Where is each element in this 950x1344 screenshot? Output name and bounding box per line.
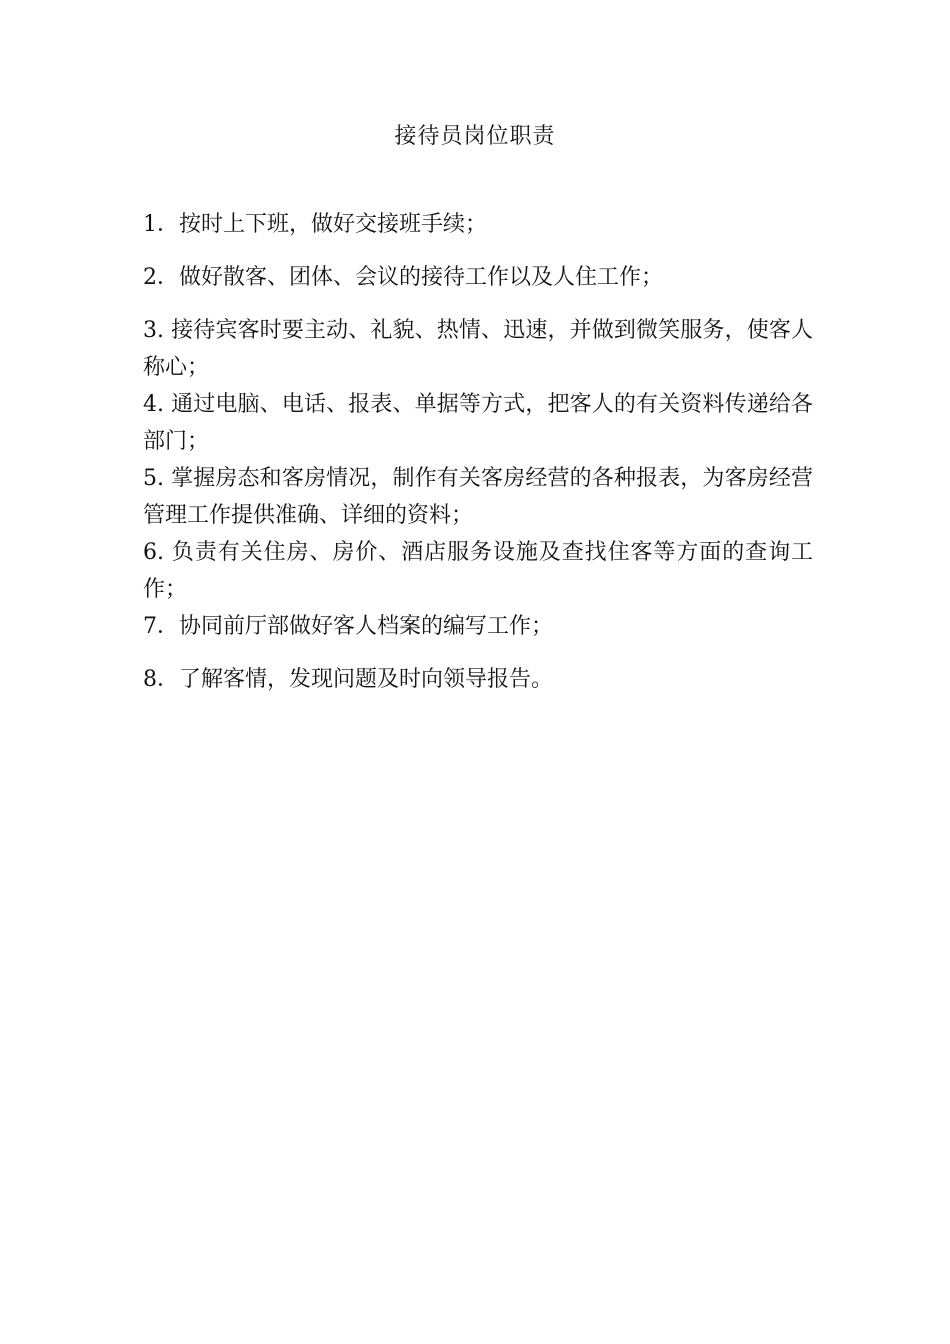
item-number: 3. (143, 318, 172, 343)
list-item (143, 534, 813, 608)
duties-list (143, 206, 813, 698)
list-item (143, 386, 813, 460)
item-text: 通过电脑、电话、报表、单据等方式，把客人的有关资料传递给各部门； (143, 392, 813, 454)
list-item (143, 661, 813, 698)
list-item (143, 312, 813, 386)
item-text: 按时上下班，做好交接班手续； (179, 212, 488, 237)
list-item (143, 206, 813, 243)
item-number: 5. (143, 466, 172, 491)
item-number: 7． (143, 614, 179, 639)
item-number: 6. (143, 540, 172, 565)
document-title: 接待员岗位职责 (394, 124, 556, 149)
item-number: 4. (143, 392, 172, 417)
item-text: 做好散客、团体、会议的接待工作以及人住工作； (179, 265, 664, 290)
item-number: 8． (143, 667, 179, 692)
item-text: 负责有关住房、房价、酒店服务设施及查找住客等方面的查询工作； (143, 540, 813, 602)
list-item (143, 460, 813, 534)
item-text: 了解客情，发现问题及时向领导报告。 (179, 667, 554, 692)
item-text: 掌握房态和客房情况，制作有关客房经营的各种报表，为客房经营管理工作提供准确、详细的资料； (143, 466, 813, 528)
item-text: 协同前厅部做好客人档案的编写工作； (179, 614, 554, 639)
item-number: 2． (143, 265, 179, 290)
item-text: 接待宾客时要主动、礼貌、热情、迅速，并做到微笑服务，使客人称心； (143, 318, 813, 380)
item-number: 1． (143, 212, 179, 237)
list-item (143, 608, 813, 645)
list-item (143, 259, 813, 296)
